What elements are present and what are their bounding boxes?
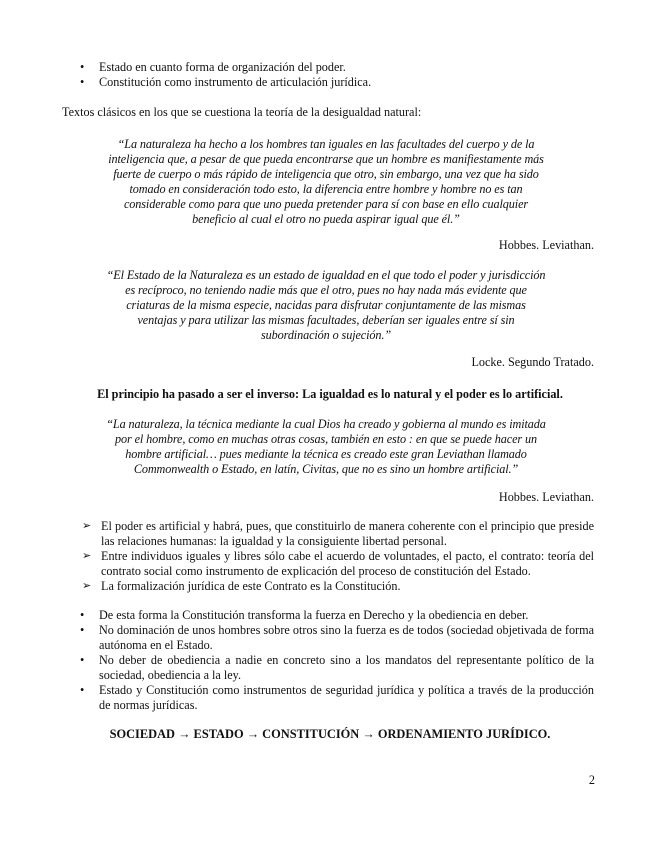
list-item: • Estado en cuanto forma de organización del poder. — [80, 60, 346, 74]
bullet-icon: • — [80, 60, 85, 74]
bullet-icon: • — [80, 623, 85, 637]
quote-locke: “El Estado de la Naturaleza es un estado de igualdad en el que todo el poder y jurisdicción es recíproco, no teniendo nadie más que el otro, pues no hay nada más evidente que criaturas de la misma especie, nacidas para disfrutar conjuntamente de las mismas ventajas y para utilizar las mismas facultades, deberían ser iguales entre sí sin subordinación o sujeción.” — [106, 268, 546, 342]
bullet-icon: • — [80, 683, 85, 697]
list-item: • No dominación de unos hombres sobre otros sino la fuerza es de todos (sociedad objetivada de forma autónoma en el Estado. — [80, 623, 594, 652]
arrow-bullet-icon: ➢ — [82, 550, 92, 562]
bottom-bullet-list — [80, 608, 594, 713]
bullet-icon: • — [80, 653, 85, 667]
quote-hobbes-equality: “La naturaleza ha hecho a los hombres tan iguales en las facultades del cuerpo y de la inteligencia que, a pesar de que pueda encontrarse que un hombre es manifiestamente más fuerte de cuerpo o más rápido de inteligencia que otro, sin embargo, una vez que ha sido tomado en consideración todo esto, la diferencia entre hombre y hombre no es tan considerable como para que uno pueda pretender para sí con base en ello cualquier beneficio al cual el otro no pueda aspirar igual que él.” — [108, 137, 544, 226]
list-item: • De esta forma la Constitución transforma la fuerza en Derecho y la obediencia en deber. — [80, 608, 529, 622]
bullet-icon: • — [80, 608, 85, 622]
arrow-bullet-list — [82, 519, 594, 594]
list-item: ➢ Entre individuos iguales y libres sólo cabe el acuerdo de voluntades, el pacto, el contrato: teoría del contrato social como instrumento de explicación del proceso de constitución del Estado. — [82, 549, 594, 578]
arrow-bullet-icon: ➢ — [82, 520, 92, 532]
principle-heading: El principio ha pasado a ser el inverso: La igualdad es lo natural y el poder es lo artificial. — [97, 387, 563, 401]
page-number: 2 — [588, 773, 595, 787]
list-item: ➢ El poder es artificial y habrá, pues, que constituirlo de manera coherente con el principio que preside las relaciones humanas: la igualdad y la consiguiente libertad personal. — [82, 519, 594, 548]
citation-hobbes: Hobbes. Leviathan. — [498, 238, 594, 252]
quote-hobbes-artificial: “La naturaleza, la técnica mediante la cual Dios ha creado y gobierna al mundo es imitada por el hombre, como en muchas otras cosas, también en esto : en que se puede hacer un hombre artificial… pues mediante la técnica es creado este gran Leviathan llamado Commonwealth o Estado, en latín, Civitas, que no es sino un hombre artificial.” — [106, 417, 546, 476]
list-item: • No deber de obediencia a nadie en concreto sino a los mandatos del representante político de la sociedad, obediencia a la ley. — [80, 653, 594, 682]
list-item: • Constitución como instrumento de articulación jurídica. — [80, 75, 372, 89]
top-bullet-list — [80, 60, 594, 90]
citation-locke: Locke. Segundo Tratado. — [471, 355, 594, 369]
citation-hobbes-2: Hobbes. Leviathan. — [498, 490, 594, 504]
bullet-icon: • — [80, 75, 85, 89]
arrow-bullet-icon: ➢ — [82, 580, 92, 592]
list-item: ➢ La formalización jurídica de este Contrato es la Constitución. — [82, 579, 401, 593]
intro-text: Textos clásicos en los que se cuestiona la teoría de la desigualdad natural: — [62, 105, 422, 119]
list-item: • Estado y Constitución como instrumentos de seguridad jurídica y política a través de la producción de normas jurídicas. — [80, 683, 594, 712]
final-sequence-line: SOCIEDAD → ESTADO → CONSTITUCIÓN → ORDENAMIENTO JURÍDICO. — [109, 727, 551, 741]
